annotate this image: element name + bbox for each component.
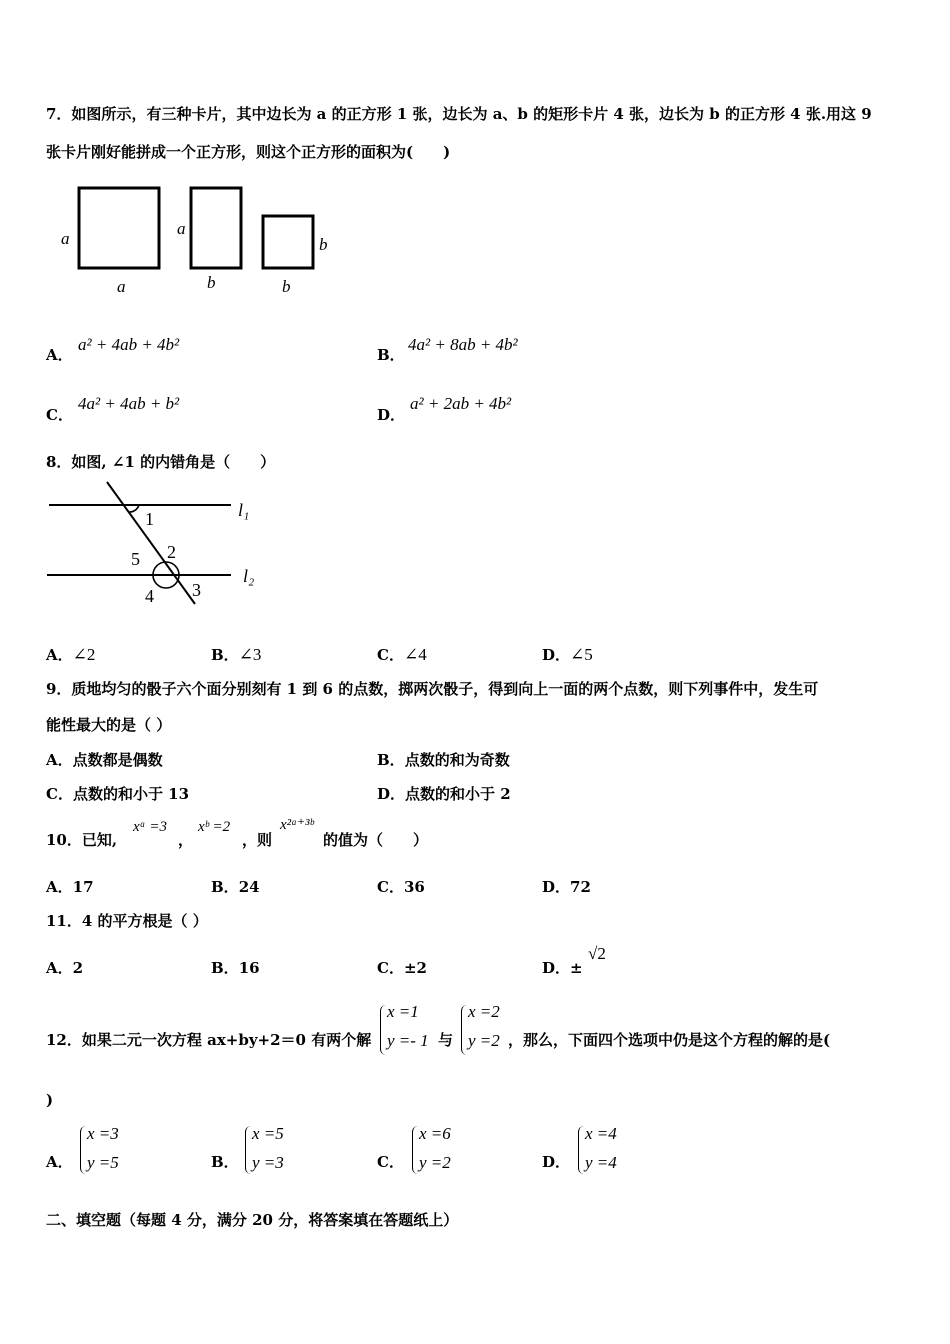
q12-option-c-brace bbox=[412, 1126, 419, 1174]
line-label-l2: l₂ bbox=[243, 566, 255, 586]
label-b-square-bottom: b bbox=[282, 277, 291, 296]
q12-option-d-x: x =4 bbox=[585, 1124, 617, 1143]
q8-parallel-lines-figure bbox=[45, 478, 275, 608]
q12-option-a-y: y =5 bbox=[87, 1153, 119, 1172]
q12-option-b-y: y =3 bbox=[252, 1153, 284, 1172]
q7-option-a-expr: a² + 4ab + 4b² bbox=[78, 335, 180, 354]
q10-option-c[interactable] bbox=[377, 876, 425, 897]
option-text: ∠4 bbox=[403, 645, 427, 664]
option-label: A． bbox=[46, 959, 73, 977]
q12-stem-close: ) bbox=[46, 1091, 54, 1109]
q12-option-b[interactable] bbox=[211, 1151, 239, 1172]
q8-option-a[interactable] bbox=[46, 644, 95, 665]
q12-option-b-x: x =5 bbox=[252, 1124, 284, 1143]
square-b-card bbox=[263, 216, 313, 268]
option-text: ± bbox=[570, 959, 583, 977]
q7-option-c-expr: 4a² + 4ab + b² bbox=[78, 394, 180, 413]
q7-option-a[interactable] bbox=[46, 344, 73, 365]
label-b-rect: b bbox=[207, 273, 216, 292]
q7-option-b-expr: 4a² + 8ab + 4b² bbox=[408, 335, 518, 354]
angle-label-3: 3 bbox=[192, 580, 201, 600]
option-label: C． bbox=[46, 785, 73, 803]
option-label: A． bbox=[46, 751, 73, 769]
q12-option-c-y: y =2 bbox=[419, 1153, 451, 1172]
option-label: D． bbox=[542, 1153, 571, 1171]
q10-option-b[interactable] bbox=[211, 876, 260, 897]
option-text: ∠3 bbox=[238, 645, 262, 664]
q12-option-d[interactable] bbox=[542, 1151, 570, 1172]
option-text: 17 bbox=[72, 878, 94, 896]
option-label: B． bbox=[377, 751, 405, 769]
option-label: B． bbox=[211, 878, 239, 896]
option-label: A． bbox=[46, 646, 73, 664]
q11-option-a[interactable] bbox=[46, 957, 83, 978]
q10-stem-middle: ，则 bbox=[242, 831, 273, 849]
label-b-square-side: b bbox=[319, 235, 328, 254]
q12-option-c[interactable] bbox=[377, 1151, 404, 1172]
q12-solution-2-y: y =2 bbox=[468, 1031, 500, 1050]
option-label: A． bbox=[46, 1153, 73, 1171]
q7-stem-line1: 7．如图所示，有三种卡片，其中边长为 a 的正方形 1 张，边长为 a、b 的矩形卡片 4 张，边长为 b 的正方形 4 张.用这 9 bbox=[46, 105, 872, 123]
option-text: 72 bbox=[570, 878, 591, 896]
option-label: B． bbox=[211, 959, 239, 977]
option-label: D． bbox=[542, 959, 571, 977]
option-text: 36 bbox=[403, 878, 425, 896]
angle-label-2: 2 bbox=[167, 542, 176, 562]
q12-solution-2-x: x =2 bbox=[468, 1002, 500, 1021]
q10-option-a[interactable] bbox=[46, 876, 94, 897]
q10-separator: ， bbox=[178, 831, 194, 849]
option-label: C． bbox=[46, 406, 73, 424]
section-2-title: 二、填空题（每题 4 分，满分 20 分，将答案填在答题纸上） bbox=[46, 1211, 459, 1229]
option-text: 16 bbox=[238, 959, 260, 977]
q10-condition-2: xᵇ =2 bbox=[198, 819, 231, 835]
q9-stem-line1: 9．质地均匀的骰子六个面分别刻有 1 到 6 的点数，掷两次骰子，得到向上一面的两个点数，则下列事件中，发生可 bbox=[46, 680, 819, 698]
option-label: D． bbox=[542, 878, 571, 896]
q12-solution-1-brace bbox=[380, 1005, 387, 1055]
q8-stem: 8．如图, ∠1 的内错角是（ ） bbox=[46, 453, 276, 471]
q9-option-c[interactable] bbox=[46, 783, 189, 804]
option-text: 点数的和为奇数 bbox=[404, 751, 510, 769]
q11-stem: 11．4 的平方根是（ ） bbox=[46, 912, 208, 930]
q12-solution-1-x: x =1 bbox=[387, 1002, 419, 1021]
q9-stem-line2: 能性最大的是（ ） bbox=[46, 716, 172, 734]
q8-option-c[interactable] bbox=[377, 644, 427, 665]
angle-label-4: 4 bbox=[145, 586, 154, 606]
q12-option-a[interactable] bbox=[46, 1151, 73, 1172]
q12-option-d-brace bbox=[578, 1126, 585, 1174]
option-text: 点数都是偶数 bbox=[72, 751, 163, 769]
angle-label-1: 1 bbox=[145, 509, 154, 529]
label-a-rect: a bbox=[177, 219, 186, 238]
angle-label-5: 5 bbox=[131, 549, 140, 569]
square-a-card bbox=[79, 188, 159, 268]
q7-stem-line2: 张卡片刚好能拼成一个正方形，则这个正方形的面积为( ) bbox=[46, 143, 451, 161]
q8-option-b[interactable] bbox=[211, 644, 261, 665]
option-text: 点数的和小于 13 bbox=[72, 785, 190, 803]
rect-ab-card bbox=[191, 188, 241, 268]
option-label: C． bbox=[377, 878, 404, 896]
option-label: D． bbox=[377, 785, 406, 803]
q9-option-b[interactable] bbox=[377, 749, 510, 770]
label-a-bottom: a bbox=[117, 277, 126, 296]
q12-solution-2-brace bbox=[461, 1005, 468, 1055]
q7-option-d-expr: a² + 2ab + 4b² bbox=[410, 394, 512, 413]
option-text: ∠5 bbox=[570, 645, 593, 664]
q7-card-figure bbox=[55, 178, 345, 303]
q12-option-a-brace bbox=[80, 1126, 87, 1174]
q11-option-b[interactable] bbox=[211, 957, 260, 978]
q10-condition-1: xᵃ =3 bbox=[133, 819, 168, 835]
label-a-left: a bbox=[61, 229, 70, 248]
q10-stem-suffix: 的值为（ ） bbox=[323, 831, 429, 849]
q12-option-d-y: y =4 bbox=[585, 1153, 617, 1172]
q12-option-a-x: x =3 bbox=[87, 1124, 119, 1143]
q11-option-d-radical: √2 bbox=[588, 944, 606, 963]
q11-option-d[interactable] bbox=[542, 957, 583, 978]
option-label: C． bbox=[377, 646, 404, 664]
q9-option-a[interactable] bbox=[46, 749, 163, 770]
q10-option-d[interactable] bbox=[542, 876, 591, 897]
option-label: B． bbox=[211, 1153, 239, 1171]
option-text: ∠2 bbox=[72, 645, 96, 664]
q12-option-b-brace bbox=[245, 1126, 252, 1174]
q12-solution-1-y: y =- 1 bbox=[387, 1031, 429, 1050]
q9-option-d[interactable] bbox=[377, 783, 511, 804]
line-label-l1: l₁ bbox=[238, 500, 250, 520]
q12-stem-suffix: ，那么，下面四个选项中仍是这个方程的解的是( bbox=[508, 1031, 831, 1049]
option-text: 24 bbox=[238, 878, 260, 896]
q7-option-b[interactable] bbox=[377, 344, 405, 365]
q11-option-c[interactable] bbox=[377, 957, 427, 978]
option-text: ±2 bbox=[403, 959, 427, 977]
option-text: 2 bbox=[72, 959, 84, 977]
option-label: C． bbox=[377, 1153, 404, 1171]
option-label: D． bbox=[542, 646, 571, 664]
angle-1-arc bbox=[129, 505, 139, 512]
option-label: D． bbox=[377, 406, 406, 424]
option-label: B． bbox=[211, 646, 239, 664]
q12-option-c-x: x =6 bbox=[419, 1124, 451, 1143]
q8-option-d[interactable] bbox=[542, 644, 593, 665]
q10-target-expression: x²ᵃ⁺³ᵇ bbox=[280, 817, 314, 833]
option-label: C． bbox=[377, 959, 404, 977]
q10-stem-prefix: 10．已知, bbox=[46, 831, 118, 849]
option-text: 点数的和小于 2 bbox=[405, 785, 511, 803]
option-label: B． bbox=[377, 346, 405, 364]
q12-connector: 与 bbox=[438, 1031, 454, 1049]
q12-stem-prefix: 12．如果二元一次方程 ax+by+2＝0 有两个解 bbox=[46, 1031, 372, 1049]
q7-option-d[interactable] bbox=[377, 404, 405, 425]
option-label: A． bbox=[46, 878, 73, 896]
q7-option-c[interactable] bbox=[46, 404, 73, 425]
option-label: A． bbox=[46, 346, 73, 364]
